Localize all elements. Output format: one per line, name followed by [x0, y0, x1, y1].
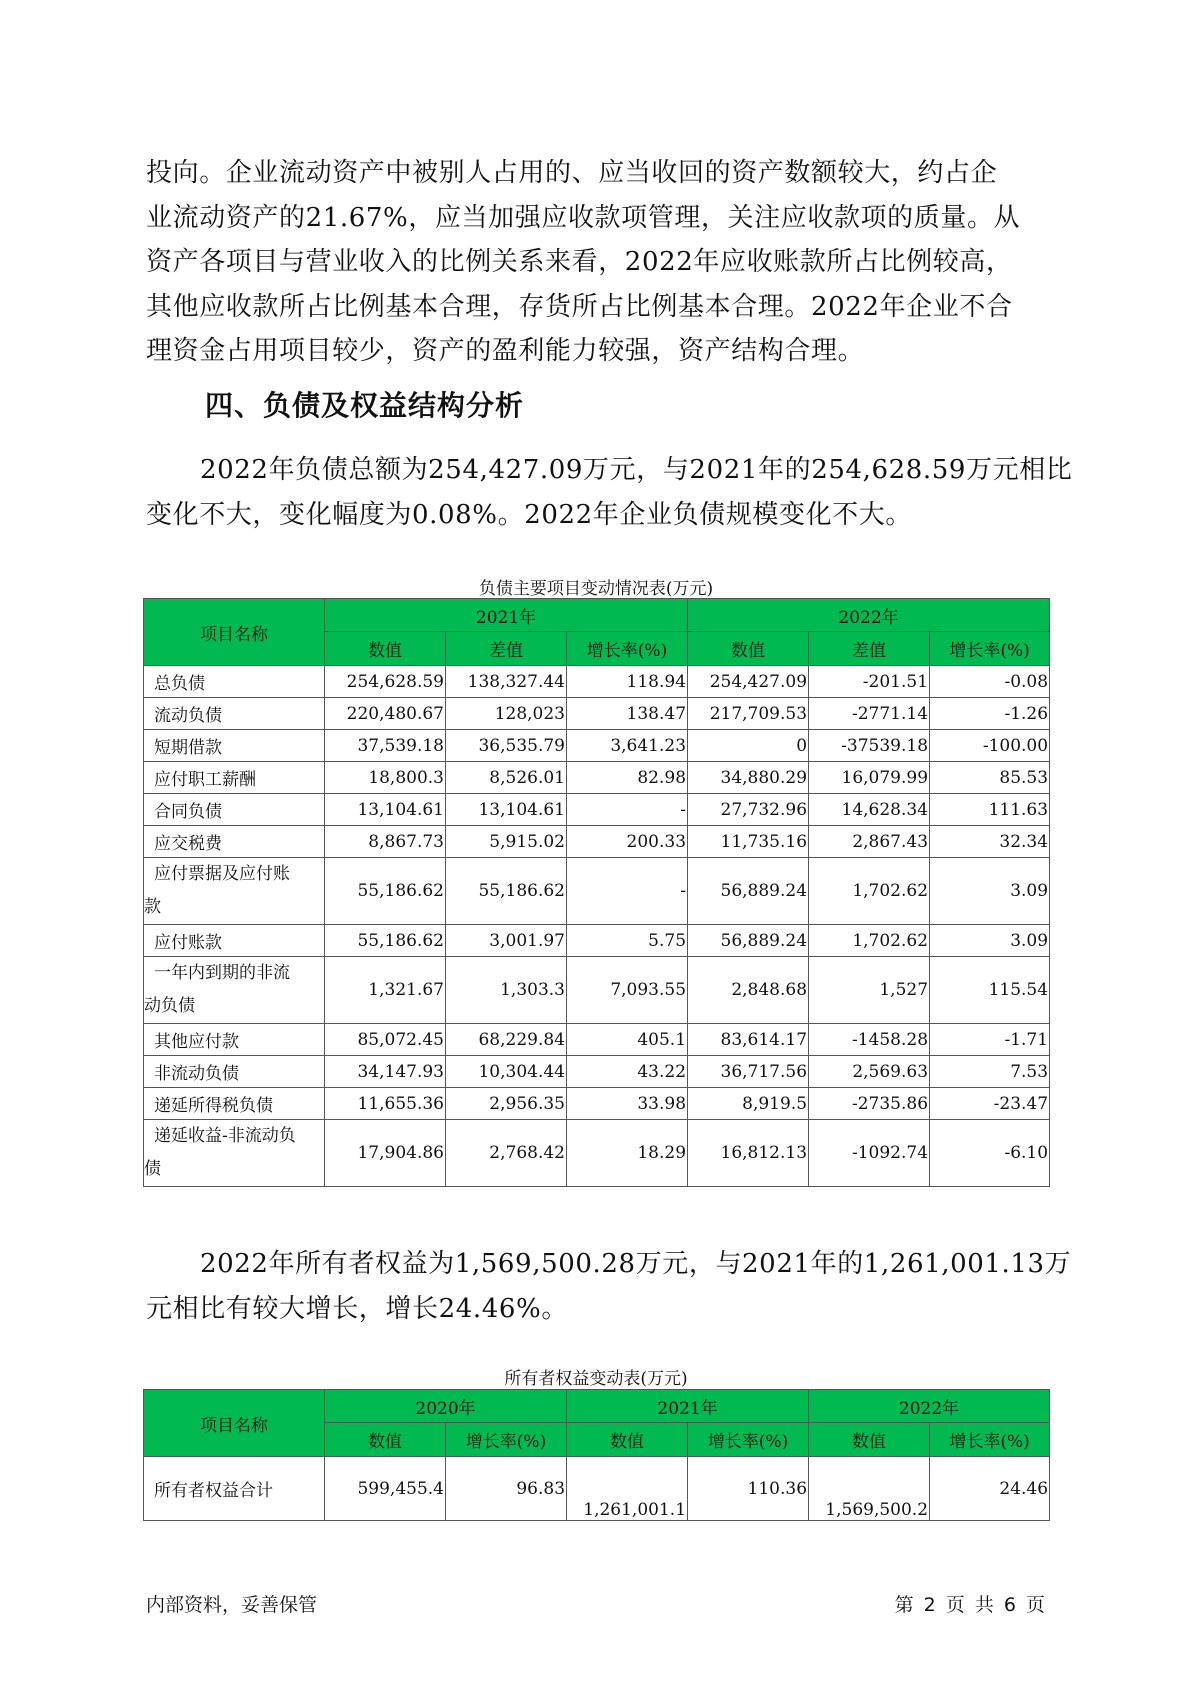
cell-value-2021: 8,867.73 — [325, 826, 446, 858]
section-heading: 四、负债及权益结构分析 — [205, 389, 525, 422]
text-line: 元相比有较大增长，增长24.46%。 — [146, 1293, 568, 1324]
cell-value-2022: 217,709.53 — [688, 698, 809, 730]
cell-value-2022: 36,717.56 — [688, 1056, 809, 1088]
text-line: 其他应收款所占比例基本合理，存货所占比例基本合理。2022年企业不合 — [146, 291, 1013, 322]
table-row — [144, 957, 1050, 1024]
cell-growth-2022: 111.63 — [930, 794, 1050, 826]
table-row — [144, 1056, 1050, 1088]
cell-growth: 24.46 — [930, 1457, 1050, 1521]
column-header-diff: 差值 — [446, 632, 567, 666]
cell-value-2022: 0 — [688, 730, 809, 762]
cell-growth-2022: -1.26 — [930, 698, 1050, 730]
cell-growth-2021: 3,641.23 — [567, 730, 688, 762]
column-header-growth: 增长率(%) — [930, 632, 1050, 666]
row-name — [144, 1120, 325, 1187]
column-header-name: 项目名称 — [144, 599, 325, 666]
cell-growth: 110.36 — [688, 1457, 809, 1521]
cell-value: 599,455.4 — [325, 1457, 446, 1521]
row-name: 合同负债 — [144, 794, 325, 826]
text-line: 2022年负债总额为254,427.09万元，与2021年的254,628.59万元相比 — [200, 455, 1073, 485]
column-header-growth: 增长率(%) — [446, 1423, 567, 1457]
column-header-year: 2021年 — [567, 1390, 809, 1423]
cell-value-2021: 13,104.61 — [325, 794, 446, 826]
cell-diff-2021: 13,104.61 — [446, 794, 567, 826]
table-row — [144, 698, 1050, 730]
table-row — [144, 762, 1050, 794]
row-name: 总负债 — [144, 666, 325, 698]
column-header-year: 2022年 — [688, 599, 1050, 632]
cell-diff-2021: 36,535.79 — [446, 730, 567, 762]
cell-growth-2022: 115.54 — [930, 957, 1050, 1024]
cell-diff-2021: 10,304.44 — [446, 1056, 567, 1088]
row-name: 流动负债 — [144, 698, 325, 730]
cell-diff-2022: 16,079.99 — [809, 762, 930, 794]
cell-growth-2022: 7.53 — [930, 1056, 1050, 1088]
row-name: 所有者权益合计 — [144, 1457, 325, 1521]
cell-value-2022: 83,614.17 — [688, 1024, 809, 1056]
row-name-line: 款 — [144, 897, 161, 917]
equity-table — [143, 1389, 1050, 1521]
table-row — [144, 1457, 1050, 1521]
cell-growth-2021: 405.1 — [567, 1024, 688, 1056]
column-header-name: 项目名称 — [144, 1390, 325, 1457]
row-name: 应交税费 — [144, 826, 325, 858]
column-header-year: 2021年 — [325, 599, 688, 632]
cell-value-2022: 254,427.09 — [688, 666, 809, 698]
cell-growth-2021: 5.75 — [567, 925, 688, 957]
column-header-value: 数值 — [567, 1423, 688, 1457]
text-line: 业流动资产的21.67%，应当加强应收款项管理，关注应收款项的质量。从 — [146, 202, 1021, 233]
text-line: 变化不大，变化幅度为0.08%。2022年企业负债规模变化不大。 — [146, 499, 912, 530]
liability-table-caption: 负债主要项目变动情况表(万元) — [478, 579, 714, 599]
cell-value-2022: 27,732.96 — [688, 794, 809, 826]
cell-growth-2021: 7,093.55 — [567, 957, 688, 1024]
column-header-year: 2022年 — [809, 1390, 1050, 1423]
cell-diff-2021: 1,303.3 — [446, 957, 567, 1024]
cell-growth: 96.83 — [446, 1457, 567, 1521]
equity-table-caption: 所有者权益变动表(万元) — [504, 1369, 688, 1389]
cell-growth-2022: -6.10 — [930, 1120, 1050, 1187]
table-row — [144, 925, 1050, 957]
row-name-line: 动负债 — [144, 996, 195, 1016]
paragraph-equity-summary — [146, 1242, 1072, 1331]
row-name: 应付职工薪酬 — [144, 762, 325, 794]
cell-growth-2022: 3.09 — [930, 925, 1050, 957]
cell-value-2021: 18,800.3 — [325, 762, 446, 794]
paragraph-liability-summary — [146, 448, 1073, 537]
cell-growth-2021: 82.98 — [567, 762, 688, 794]
cell-growth-2021: 33.98 — [567, 1088, 688, 1120]
table-row — [144, 666, 1050, 698]
cell-diff-2021: 128,023 — [446, 698, 567, 730]
cell-growth-2021: 200.33 — [567, 826, 688, 858]
cell-value-2022: 34,880.29 — [688, 762, 809, 794]
text-line: 投向。企业流动资产中被别人占用的、应当收回的资产数额较大，约占企 — [146, 158, 998, 188]
cell-growth-2022: 32.34 — [930, 826, 1050, 858]
cell-diff-2021: 3,001.97 — [446, 925, 567, 957]
cell-value-2021: 1,321.67 — [325, 957, 446, 1024]
cell-value-2021: 85,072.45 — [325, 1024, 446, 1056]
column-header-growth: 增长率(%) — [930, 1423, 1050, 1457]
cell-diff-2022: 2,569.63 — [809, 1056, 930, 1088]
table-row — [144, 858, 1050, 925]
cell-diff-2022: 1,702.62 — [809, 925, 930, 957]
row-name: 短期借款 — [144, 730, 325, 762]
cell-value-2022: 2,848.68 — [688, 957, 809, 1024]
text-line: 2022年所有者权益为1,569,500.28万元，与2021年的1,261,001.13万 — [200, 1249, 1072, 1279]
row-name — [144, 858, 325, 925]
cell-growth-2021: - — [567, 794, 688, 826]
column-header-value: 数值 — [688, 632, 809, 666]
cell-value: 1,569,500.2 — [809, 1457, 930, 1521]
cell-diff-2022: -1458.28 — [809, 1024, 930, 1056]
table-row — [144, 1088, 1050, 1120]
cell-growth-2021: 138.47 — [567, 698, 688, 730]
cell-value-2021: 37,539.18 — [325, 730, 446, 762]
cell-diff-2022: 1,702.62 — [809, 858, 930, 925]
column-header-year: 2020年 — [325, 1390, 567, 1423]
table-row — [144, 826, 1050, 858]
footer-page-number: 第 2 页 共 6 页 — [894, 1594, 1045, 1616]
cell-diff-2022: -1092.74 — [809, 1120, 930, 1187]
cell-diff-2021: 5,915.02 — [446, 826, 567, 858]
table-row — [144, 730, 1050, 762]
column-header-diff: 差值 — [809, 632, 930, 666]
paragraph-asset-analysis — [146, 151, 1046, 374]
cell-growth-2021: - — [567, 858, 688, 925]
cell-value-2022: 11,735.16 — [688, 826, 809, 858]
cell-diff-2022: -37539.18 — [809, 730, 930, 762]
cell-growth-2022: -100.00 — [930, 730, 1050, 762]
cell-diff-2022: 2,867.43 — [809, 826, 930, 858]
cell-value-2021: 11,655.36 — [325, 1088, 446, 1120]
footer-confidential-note: 内部资料，妥善保管 — [146, 1594, 318, 1616]
cell-growth-2022: -0.08 — [930, 666, 1050, 698]
cell-value-2022: 56,889.24 — [688, 925, 809, 957]
cell-value-2021: 254,628.59 — [325, 666, 446, 698]
cell-value: 1,261,001.1 — [567, 1457, 688, 1521]
cell-diff-2022: -201.51 — [809, 666, 930, 698]
row-name-line: 递延收益-非流动负 — [154, 1126, 296, 1146]
cell-value-2021: 34,147.93 — [325, 1056, 446, 1088]
cell-value-2021: 55,186.62 — [325, 925, 446, 957]
cell-value-2021: 55,186.62 — [325, 858, 446, 925]
row-name: 其他应付款 — [144, 1024, 325, 1056]
cell-diff-2022: 1,527 — [809, 957, 930, 1024]
cell-diff-2021: 138,327.44 — [446, 666, 567, 698]
cell-growth-2022: 3.09 — [930, 858, 1050, 925]
cell-value-2022: 56,889.24 — [688, 858, 809, 925]
liability-table — [143, 598, 1050, 1187]
cell-diff-2021: 8,526.01 — [446, 762, 567, 794]
row-name — [144, 957, 325, 1024]
row-name: 递延所得税负债 — [144, 1088, 325, 1120]
row-name-line: 债 — [144, 1159, 161, 1179]
column-header-value: 数值 — [325, 1423, 446, 1457]
column-header-growth: 增长率(%) — [688, 1423, 809, 1457]
cell-growth-2021: 43.22 — [567, 1056, 688, 1088]
column-header-value: 数值 — [325, 632, 446, 666]
cell-diff-2022: 14,628.34 — [809, 794, 930, 826]
table-row — [144, 794, 1050, 826]
text-line: 资产各项目与营业收入的比例关系来看，2022年应收账款所占比例较高， — [146, 247, 1013, 277]
cell-value-2022: 8,919.5 — [688, 1088, 809, 1120]
cell-diff-2021: 2,768.42 — [446, 1120, 567, 1187]
row-name: 非流动负债 — [144, 1056, 325, 1088]
cell-diff-2021: 55,186.62 — [446, 858, 567, 925]
cell-growth-2021: 118.94 — [567, 666, 688, 698]
cell-growth-2022: -1.71 — [930, 1024, 1050, 1056]
cell-value-2021: 17,904.86 — [325, 1120, 446, 1187]
cell-value-2021: 220,480.67 — [325, 698, 446, 730]
text-line: 理资金占用项目较少，资产的盈利能力较强，资产结构合理。 — [146, 336, 865, 366]
column-header-value: 数值 — [809, 1423, 930, 1457]
row-name-line: 一年内到期的非流 — [154, 963, 290, 983]
table-row — [144, 1120, 1050, 1187]
cell-diff-2022: -2771.14 — [809, 698, 930, 730]
cell-growth-2022: -23.47 — [930, 1088, 1050, 1120]
cell-growth-2021: 18.29 — [567, 1120, 688, 1187]
table-row — [144, 1024, 1050, 1056]
cell-diff-2021: 2,956.35 — [446, 1088, 567, 1120]
row-name: 应付账款 — [144, 925, 325, 957]
cell-value-2022: 16,812.13 — [688, 1120, 809, 1187]
cell-growth-2022: 85.53 — [930, 762, 1050, 794]
column-header-growth: 增长率(%) — [567, 632, 688, 666]
cell-diff-2021: 68,229.84 — [446, 1024, 567, 1056]
row-name-line: 应付票据及应付账 — [154, 864, 290, 884]
cell-diff-2022: -2735.86 — [809, 1088, 930, 1120]
